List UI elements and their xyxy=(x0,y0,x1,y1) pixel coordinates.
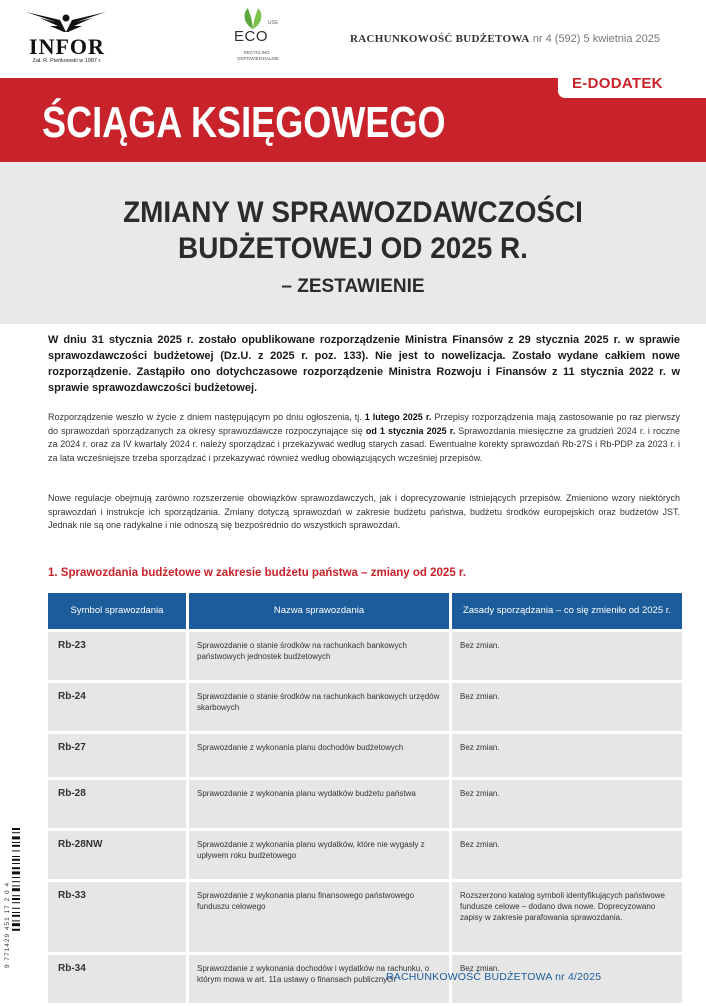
row-symbol: Rb-33 xyxy=(48,882,189,952)
page-footer: RACHUNKOWOŚĆ BUDŻETOWA nr 4/2025 xyxy=(386,971,602,983)
table-row xyxy=(48,780,682,828)
row-symbol: Rb-23 xyxy=(48,632,189,680)
table-row xyxy=(48,882,682,952)
p1-text-e: Sprawozdania miesięczne za grudzień 2024 r. i roczne za 2024 r. oraz za IV kwartały 2024 r. należy sporządzać i przekazywać według starych zasad. Ewentualne korekty sprawozdań Rb-27S i Rb-PDP za 2023 r. i za lata wcześniejsze trzeba sporządzać i przekazywać również według obowiązujących wcześniej przepisów. xyxy=(48,425,681,463)
eco-logo xyxy=(222,6,294,66)
banner-title: ŚCIĄGA KSIĘGOWEGO xyxy=(42,98,446,147)
table-row xyxy=(48,683,682,731)
body-paragraph-1 xyxy=(48,411,680,465)
col-changes: Zasady sporządzania – co się zmieniło od 2025 r. xyxy=(452,593,682,629)
barcode-number: 9 771429 451 17 2 0 4 xyxy=(4,881,11,968)
row-changes: Bez zmian. xyxy=(452,955,682,1003)
p1-text-c: Przepisy rozporządzenia mają zastosowanie po raz pierwszy do sprawozdań sporządzanych za okresy sprawozdawcze rozpoczynające się xyxy=(48,412,681,436)
table-header-row xyxy=(48,593,682,629)
row-name: Sprawozdanie z wykonania planu finansowego państwowego funduszu celowego xyxy=(189,882,452,952)
issue-date: 5 kwietnia 2025 xyxy=(583,33,660,45)
row-symbol: Rb-24 xyxy=(48,683,189,731)
reports-table xyxy=(48,590,682,1006)
headline-box xyxy=(0,162,706,324)
issue-number: nr 4 xyxy=(532,33,552,45)
row-symbol: Rb-27 xyxy=(48,734,189,777)
p1-date-applies: od 1 stycznia 2025 r. xyxy=(365,425,456,436)
eagle-icon xyxy=(20,10,112,34)
row-changes: Bez zmian. xyxy=(452,780,682,828)
publisher-name: INFOR xyxy=(29,34,105,59)
section-1-title: 1. Sprawozdania budżetowe w zakresie budżetu państwa – zmiany od 2025 r. xyxy=(48,567,466,579)
col-name: Nazwa sprawozdania xyxy=(189,593,452,629)
row-symbol: Rb-34 xyxy=(48,955,189,1003)
eco-subtitle: RECYKLING · ODPOWIEDZIALNIE xyxy=(236,50,279,61)
row-changes: Bez zmian. xyxy=(452,632,682,680)
table-row xyxy=(48,831,682,879)
headline-line-2: BUDŻETOWEJ OD 2025 R. xyxy=(178,232,528,265)
row-symbol: Rb-28 xyxy=(48,780,189,828)
row-changes: Rozszerzono katalog symboli identyfikujących państwowe fundusze celowe – dodano dwa nowe. Doprecyzowano zapisy w zakresie parafowania sprawozdania. xyxy=(452,882,682,952)
p1-text-a: Rozporządzenie weszło w życie z dniem następującym po dniu ogłoszenia, tj. xyxy=(48,412,365,422)
row-changes: Bez zmian. xyxy=(452,683,682,731)
supplement-tab xyxy=(558,70,706,98)
row-changes: Bez zmian. xyxy=(452,734,682,777)
issue-serial: (592) xyxy=(554,33,581,45)
leaf-icon xyxy=(240,6,266,30)
table-row xyxy=(48,632,682,680)
p1-date-effective: 1 lutego 2025 r. xyxy=(364,412,432,422)
supplement-label: E-DODATEK xyxy=(572,75,663,92)
headline-line-1: ZMIANY W SPRAWOZDAWCZOŚCI xyxy=(123,196,583,229)
row-name: Sprawozdanie z wykonania planu wydatków, które nie wygasły z upływem roku budżetowego xyxy=(189,831,452,879)
publisher-tagline: Zał. R. Pieńkowski w 1987 r. xyxy=(32,58,102,64)
row-name: Sprawozdanie z wykonania planu wydatków budżetu państwa xyxy=(189,780,452,828)
headline-line-3: – ZESTAWIENIE xyxy=(281,276,425,297)
table-row xyxy=(48,734,682,777)
row-name: Sprawozdanie o stanie środków na rachunkach bankowych urzędów skarbowych xyxy=(189,683,452,731)
publication-name: RACHUNKOWOŚĆ BUDŻETOWA xyxy=(350,33,530,45)
eco-small-label: USE xyxy=(268,20,279,26)
eco-word: ECO xyxy=(234,28,269,45)
col-symbol: Symbol sprawozdania xyxy=(48,593,189,629)
row-name: Sprawozdanie z wykonania dochodów i wydatków na rachunku, o którym mowa w art. 11a ustawy o finansach publicznych xyxy=(189,955,452,1003)
lead-paragraph: W dniu 31 stycznia 2025 r. zostało opublikowane rozporządzenie Ministra Finansów z 29 stycznia 2025 r. w sprawie sprawozdawczości budżetowej (Dz.U. z 2025 r. poz. 133). Nie jest to nowelizacja. Zostało wydane całkiem nowe rozporządzenie. Zastąpiło ono dotychczasowe rozporządzenie Ministra Rozwoju i Finansów z 11 stycznia 2022 r. w sprawie sprawozdawczości budżetowej. xyxy=(48,334,680,394)
row-symbol: Rb-28NW xyxy=(48,831,189,879)
body-paragraph-2: Nowe regulacje obejmują zarówno rozszerzenie obowiązków sprawozdawczych, jak i doprecyzowanie istniejących przepisów. Zmieniono wzory niektórych sprawozdań i instrukcje ich sporządzania. Zmiany dotyczą sprawozdań w zakresie budżetu państwa, budżetu środków europejskich oraz budżetów JST. Jednak nie są one radykalne i nie odnoszą się bezpośrednio do wszystkich sprawozdań. xyxy=(48,493,680,530)
row-changes: Bez zmian. xyxy=(452,831,682,879)
issue-info xyxy=(350,33,660,45)
row-name: Sprawozdanie z wykonania planu dochodów budżetowych xyxy=(189,734,452,777)
publisher-logo xyxy=(14,8,120,68)
row-name: Sprawozdanie o stanie środków na rachunkach bankowych państwowych jednostek budżetowych xyxy=(189,632,452,680)
